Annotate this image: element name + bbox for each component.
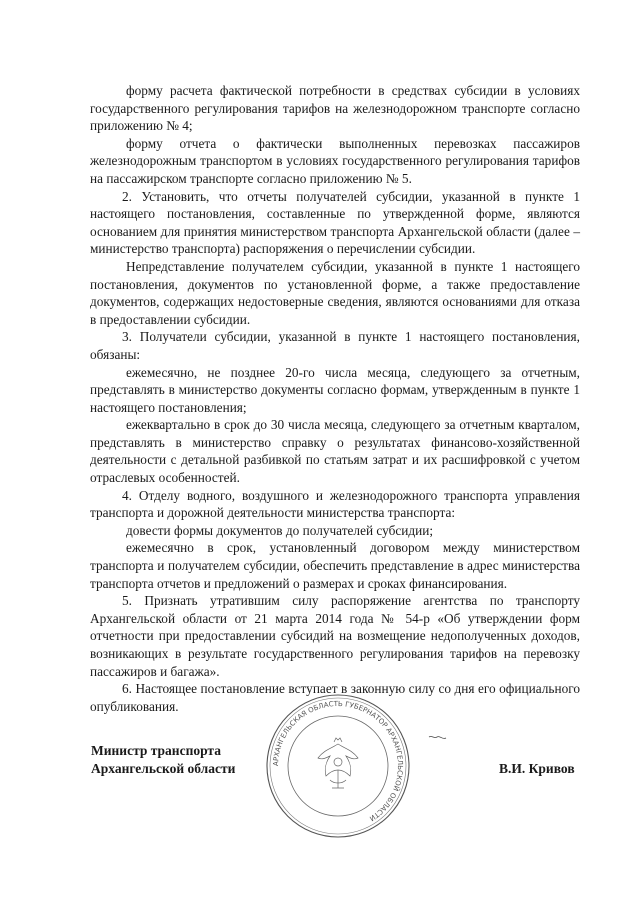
signatory-position-line2: Архангельской области [91,761,236,776]
signatory-position [91,742,235,778]
paragraph-quarterly: ежеквартально в срок до 30 числа месяца, следующего за отчетным кварталом, представлять в министерство справку о результатах финансово-хозяйственной деятельности с детальной разбивкой по статьям затрат и их расшифровкой с учетом отраслевых особенностей. [90,417,580,486]
paragraph-item-5: 5. Признать утратившим силу распоряжение агентства по транспорту Архангельской области от 21 марта 2014 года № 54-р «Об утверждении форм отчетности при предоставлении субсидий на возмещение недополученных доходов, возникающих в результате государственного регулирования тарифов на перевозку пассажиров и багажа». [90,593,580,679]
paragraph-item-6: 6. Настоящее постановление вступает в законную силу со дня его официального опубликования. [90,681,580,714]
paragraph-item-4: 4. Отделу водного, воздушного и железнодорожного транспорта управления транспорта и дорожной деятельности министерства транспорта: [90,487,580,521]
document-body [90,82,580,715]
paragraph-item-3: 3. Получатели субсидии, указанной в пункте 1 настоящего постановления, обязаны: [90,329,580,362]
eagle-emblem-icon [318,738,358,788]
svg-text:АРХАНГЕЛЬСКАЯ ОБЛАСТЬ ГУБЕРНАТ [272,700,404,823]
paragraph-item-2: 2. Установить, что отчеты получателей субсидии, указанной в пункте 1 настоящего постановления, составленные по утвержденной форме, являются основанием для принятия министерством транспорта Архангельской области (далее – министерство транспорта) распоряжения о перечислении субсидии. [90,188,580,257]
paragraph-monthly-reports: ежемесячно в срок, установленный договором между министерством транспорта и получателем субсидии, обеспечить представление в адрес министерства транспорта отчетов и предложений о размерах и сроках финансирования. [90,540,580,591]
paragraph-form-5: форму отчета о фактически выполненных перевозках пассажиров железнодорожным транспортом в условиях государственного регулирования тарифов на пассажирском транспорте согласно приложению № 5. [90,135,580,186]
paragraph-non-submission: Непредставление получателем субсидии, указанной в пункте 1 настоящего постановления, документов по установленной форме, а также предоставление документов, содержащих недостоверные сведения, являются основаниями для отказа в предоставлении субсидии. [90,258,580,327]
official-seal [264,692,412,840]
paragraph-monthly: ежемесячно, не позднее 20-го числа месяца, следующего за отчетным, представлять в министерство документы согласно формам, утвержденным в пункте 1 настоящего постановления; [90,364,580,415]
paragraph-bring-forms: довести формы документов до получателей субсидии; [126,522,434,538]
signature-mark-icon [428,733,448,743]
paragraph-form-4: форму расчета фактической потребности в средствах субсидии в условиях государственного регулирования тарифов на железнодорожном транспорте согласно приложению № 4; [90,83,580,134]
signatory-position-line1: Министр транспорта [91,743,221,758]
seal-ring-text: АРХАНГЕЛЬСКАЯ ОБЛАСТЬ ГУБЕРНАТОР АРХАНГЕЛЬСКОЙ ОБЛАСТИ [271,699,405,823]
signatory-name: В.И. Кривов [499,761,575,776]
